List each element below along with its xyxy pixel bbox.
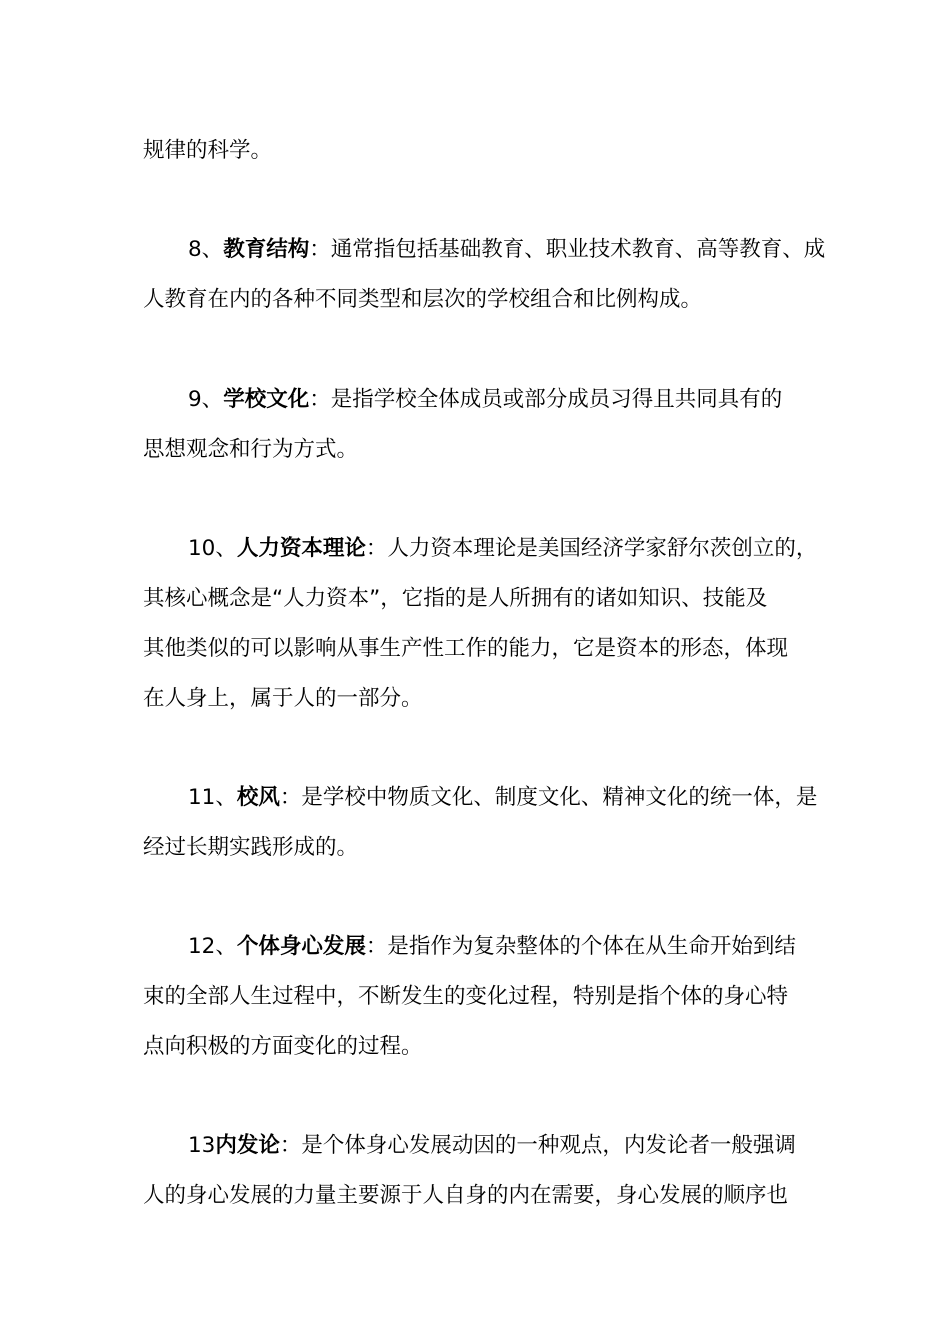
entry-text: 其他类似的可以影响从事生产性工作的能力，它是资本的形态，体现	[143, 636, 789, 661]
entry-text: 点向积极的方面变化的过程。	[143, 1034, 423, 1059]
entry-term: 人力资本理论	[236, 536, 366, 561]
entry-number: 8、	[188, 237, 224, 262]
definition-entry-10	[143, 524, 818, 724]
entry-number: 10、	[188, 536, 237, 561]
entry-text: ：是学校中物质文化、制度文化、精神文化的统一体，是	[279, 785, 818, 810]
entry-text: 人教育在内的各种不同类型和层次的学校组合和比例构成。	[143, 287, 703, 312]
entry-text: ：是个体身心发展动因的一种观点，内发论者一般强调	[279, 1133, 796, 1158]
entry-text: ：人力资本理论是美国经济学家舒尔茨创立的，	[365, 536, 818, 561]
entry-number: 9、	[188, 387, 224, 412]
entry-text: ：是指作为复杂整体的个体在从生命开始到结	[365, 934, 796, 959]
definition-entry-13	[143, 1121, 815, 1221]
entry-term: 内发论	[215, 1133, 280, 1158]
entry-term: 教育结构	[223, 237, 310, 262]
entry-text: ：通常指包括基础教育、职业技术教育、高等教育、成	[309, 237, 826, 262]
entry-number: 11、	[188, 785, 237, 810]
definition-entry-9	[143, 375, 815, 475]
definition-entry-11	[143, 773, 818, 873]
entry-number: 13	[188, 1133, 216, 1158]
entry-term: 个体身心发展	[236, 934, 366, 959]
entry-text: 人的身心发展的力量主要源于人自身的内在需要，身心发展的顺序也	[143, 1183, 789, 1208]
entry-number: 12、	[188, 934, 237, 959]
definition-entry-12	[143, 922, 815, 1072]
paragraph-continuation	[143, 126, 815, 176]
entry-text: 其核心概念是“人力资本”，它指的是人所拥有的诸如知识、技能及	[143, 586, 768, 611]
paragraph-line: 规律的科学。	[143, 138, 273, 163]
definition-entry-8	[143, 225, 826, 325]
entry-text: 经过长期实践形成的。	[143, 835, 359, 860]
entry-text: 思想观念和行为方式。	[143, 437, 359, 462]
entry-term: 学校文化	[223, 387, 310, 412]
entry-text: ：是指学校全体成员或部分成员习得且共同具有的	[309, 387, 783, 412]
entry-text: 在人身上，属于人的一部分。	[143, 686, 423, 711]
entry-term: 校风	[236, 785, 280, 810]
entry-text: 束的全部人生过程中，不断发生的变化过程，特别是指个体的身心特	[143, 984, 789, 1009]
